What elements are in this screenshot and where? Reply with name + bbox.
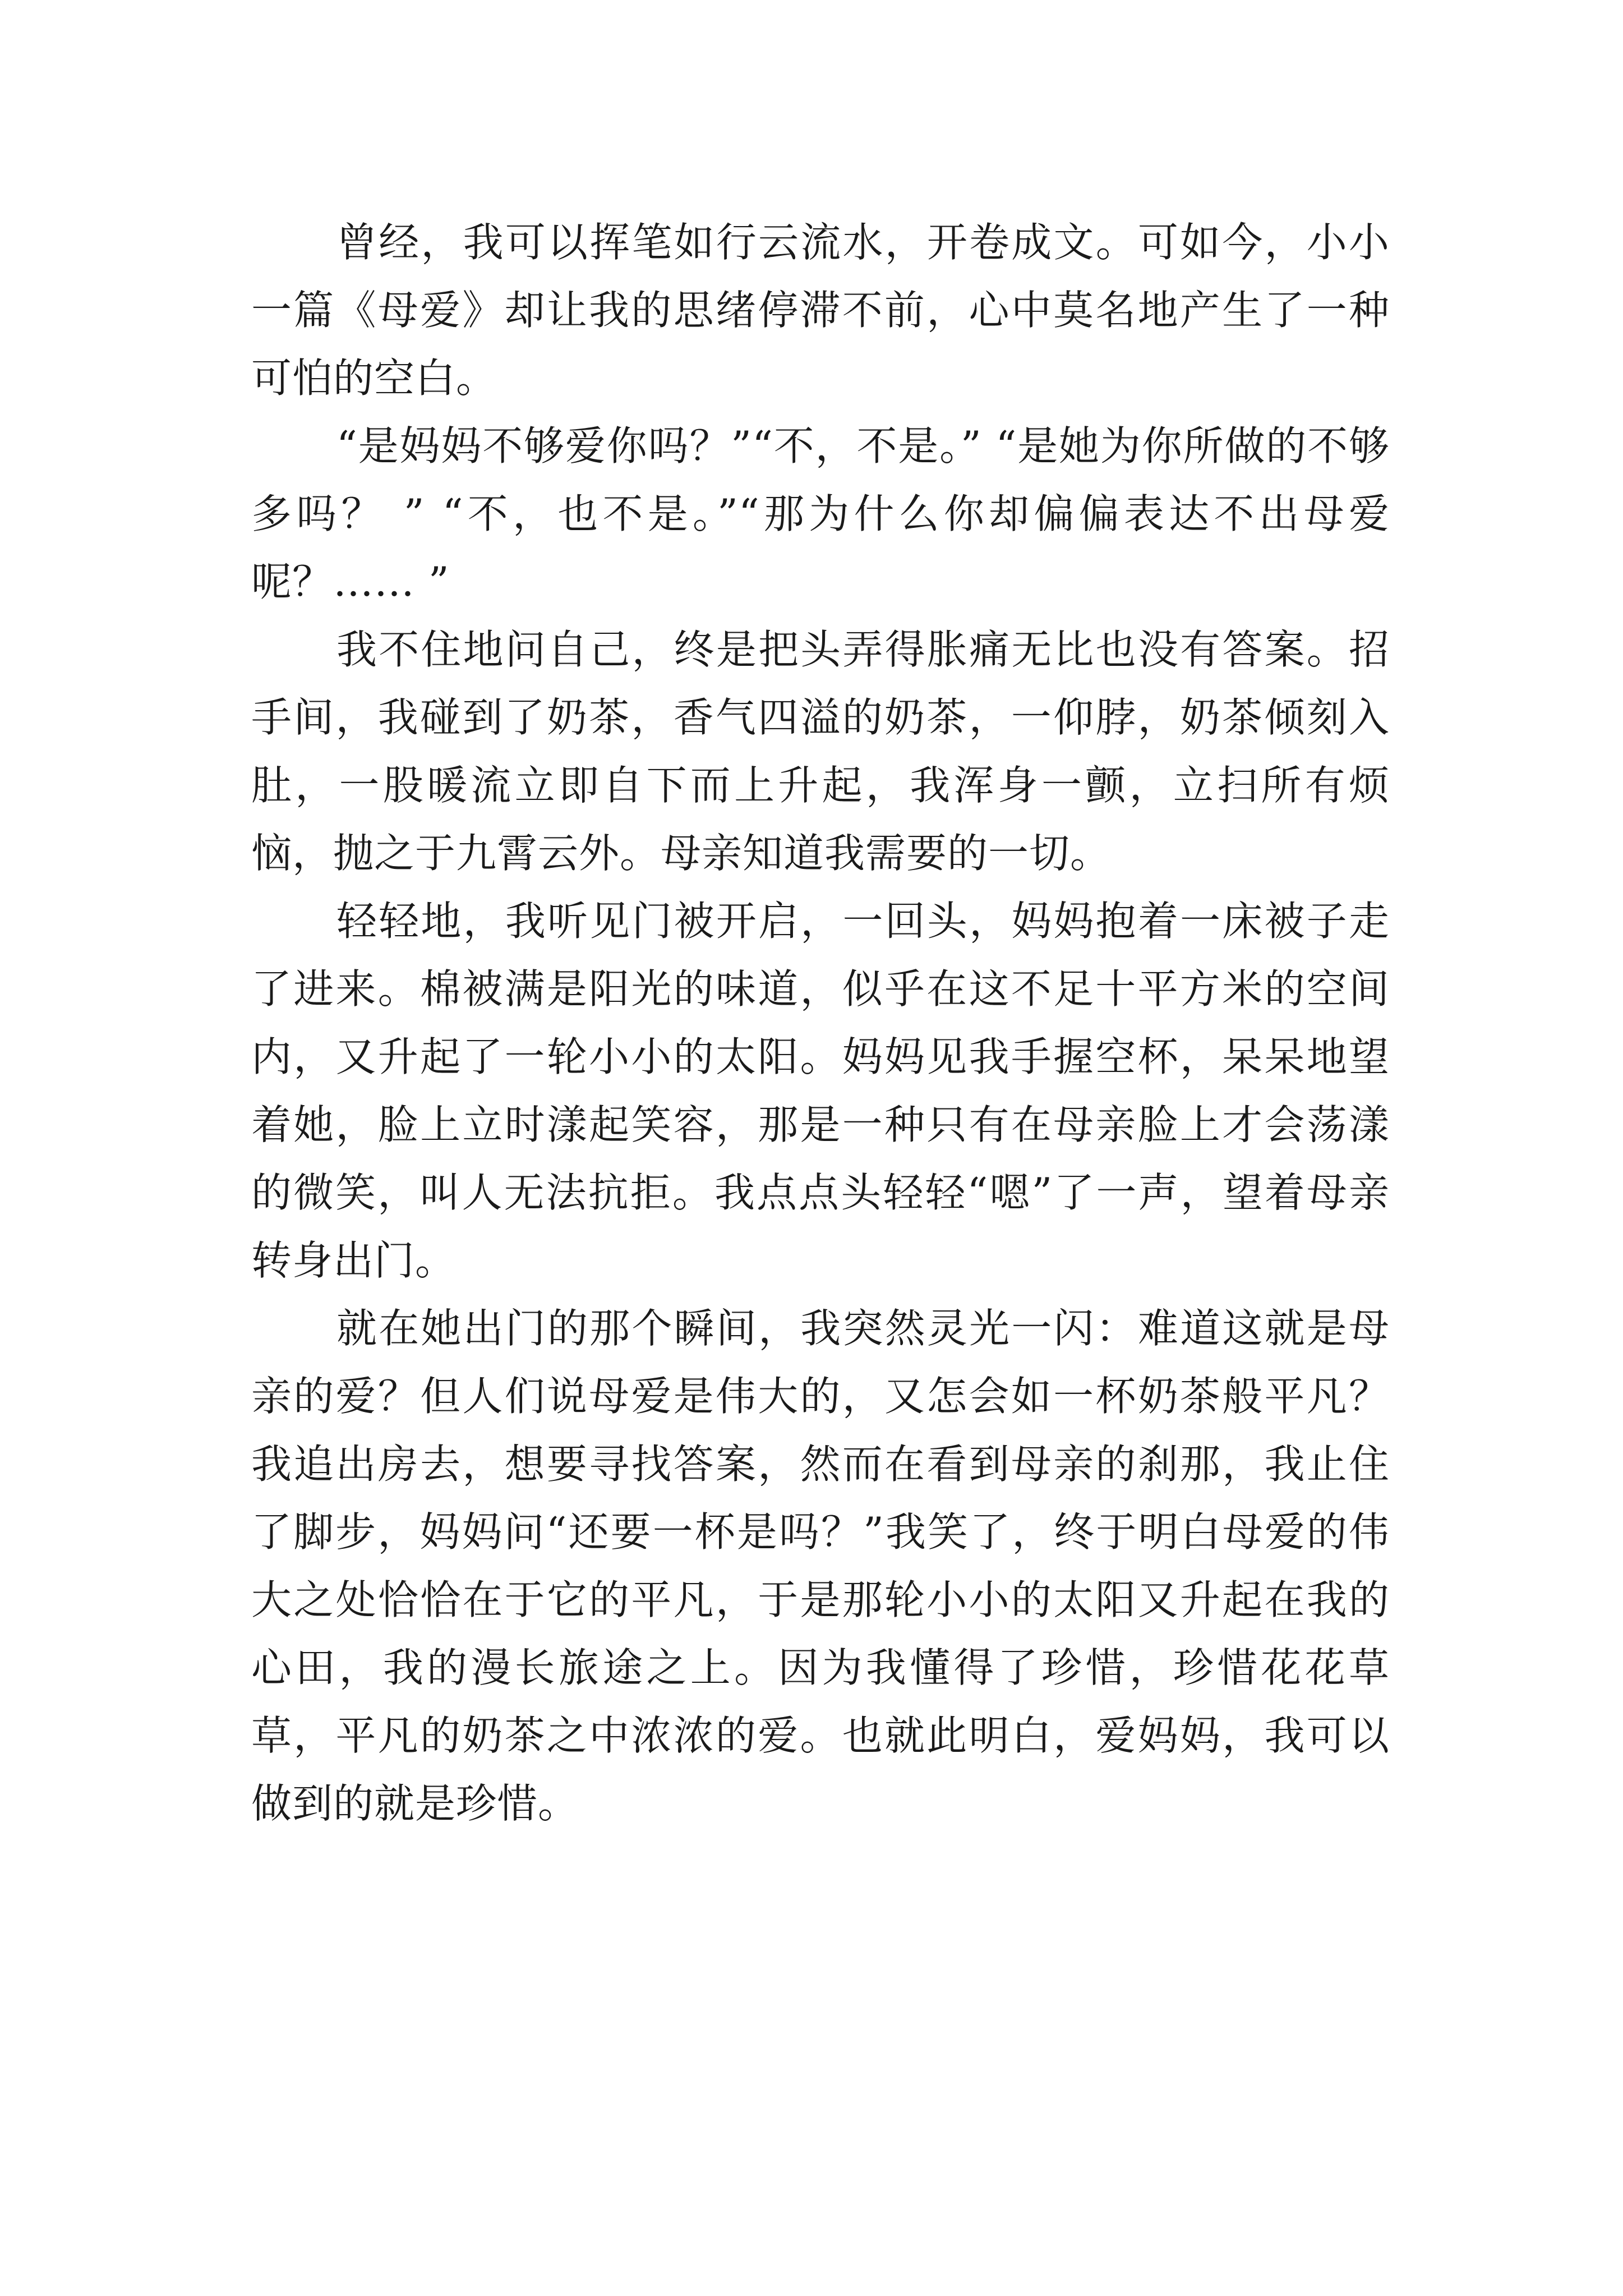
paragraph-5: 就在她出门的那个瞬间，我突然灵光一闪：难道这就是母亲的爱？但人们说母爱是伟大的，又怎会如一杯奶茶般平凡？我追出房去，想要寻找答案，然而在看到母亲的刹那，我止住了脚步，妈妈问“还要一杯是吗？”我笑了，终于明白母爱的伟大之处恰恰在于它的平凡，于是那轮小小的太阳又升起在我的心田，我的漫长旅途之上。因为我懂得了珍惜，珍惜花花草草，平凡的奶茶之中浓浓的爱。也就此明白，爱妈妈，我可以做到的就是珍惜。 <box>251 1305 1390 1827</box>
essay-body <box>251 209 1390 1838</box>
paragraph-3: 我不住地问自己，终是把头弄得胀痛无比也没有答案。招手间，我碰到了奶茶，香气四溢的奶茶，一仰脖，奶茶倾刻入肚，一股暖流立即自下而上升起，我浑身一颤，立扫所有烦恼，抛之于九霄云外。母亲知道我需要的一切。 <box>251 626 1390 877</box>
paragraph-2: “是妈妈不够爱你吗？”“不，不是。” “是她为你所做的不够多吗？ ” “不，也不是。”“那为什么你却偏偏表达不出母爱呢？…… ” <box>251 422 1390 605</box>
paragraph-1: 曾经，我可以挥笔如行云流水，开卷成文。可如今，小小一篇《母爱》却让我的思绪停滞不前，心中莫名地产生了一种可怕的空白。 <box>251 219 1390 402</box>
paragraph-4: 轻轻地，我听见门被开启，一回头，妈妈抱着一床被子走了进来。棉被满是阳光的味道，似乎在这不足十平方米的空间内，又升起了一轮小小的太阳。妈妈见我手握空杯，呆呆地望着她，脸上立时漾起笑容，那是一种只有在母亲脸上才会荡漾的微笑，叫人无法抗拒。我点点头轻轻“嗯”了一声，望着母亲转身出门。 <box>251 898 1390 1284</box>
